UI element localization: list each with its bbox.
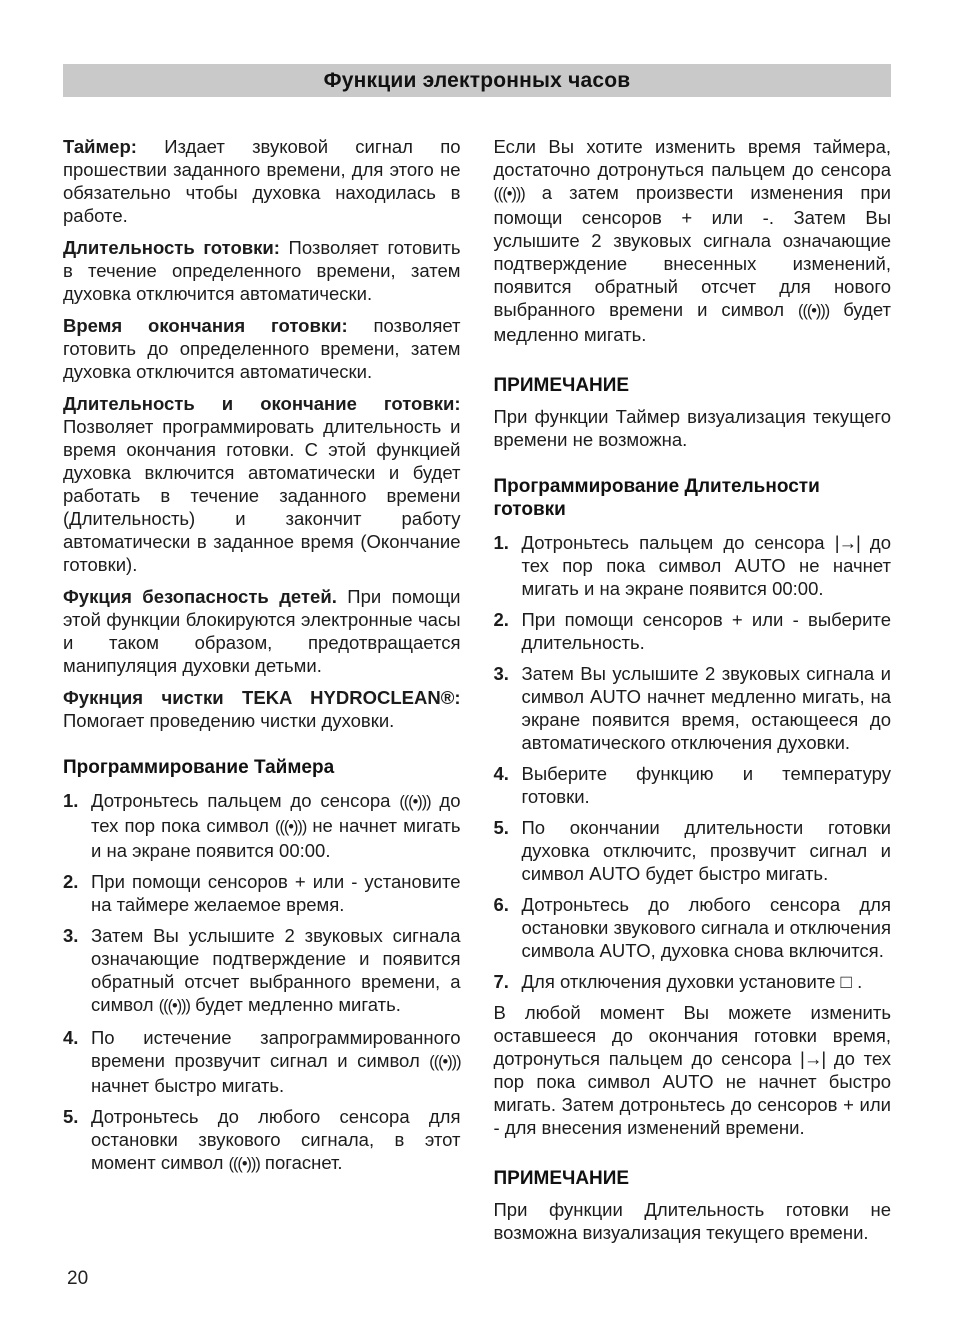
paragraph-change-duration [494, 1001, 892, 1139]
paragraph-change-timer-text: Если Вы хотите изменить время таймера, достаточно дотронуться пальцем до сенсора (((•))) а затем произвести изменения при помощи сенсоров + или -. Затем Вы услышите 2 звуковых сигнала означающие подтверждение внесенных изменений, появится обратный отсчет для нового выбранного времени и символ (((•))) будет медленно мигать. [493, 136, 891, 345]
timer-step-1 [63, 789, 461, 862]
bell-sensor-icon: (((•))) [158, 997, 190, 1015]
duration-step-7-text: Для отключения духовки установите □ . [521, 971, 863, 992]
term-label-child-safety: Фукция безопасность детей. [63, 586, 337, 607]
duration-step-3 [494, 662, 892, 754]
paragraph-timer [63, 135, 461, 227]
term-label-timer: Таймер: [63, 136, 137, 157]
bell-sensor-icon: (((•))) [429, 1053, 461, 1071]
bell-sensor-icon: (((•))) [798, 302, 830, 320]
right-column [494, 135, 892, 1253]
duration-step-1-text: Дотроньтесь пальцем до сенсора |→| до тех пор пока символ AUTO не начнет мигать и на экране появится 00:00. [521, 532, 891, 599]
duration-step-5-text: По окончании длительности готовки духовка отключитс, прозвучит сигнал и символ AUTO будет быстро мигать. [521, 817, 891, 884]
term-label-duration-and-end: Длительность и окончание готовки: [63, 393, 461, 414]
paragraph-cook-end-time [63, 314, 461, 383]
heading-note-1: ПРИМЕЧАНИЕ [493, 375, 630, 396]
term-label-cook-end-time: Время окончания готовки: [63, 315, 348, 336]
paragraph-child-safety [63, 585, 461, 677]
duration-sensor-icon: |→| [834, 532, 860, 553]
timer-step-5 [63, 1105, 461, 1176]
duration-step-1 [494, 531, 892, 600]
term-text-hydroclean: Помогает проведению чистки духовки. [63, 710, 395, 731]
timer-step-3 [63, 924, 461, 1018]
duration-sensor-icon: |→| [800, 1048, 826, 1069]
timer-step-4 [63, 1026, 461, 1097]
duration-step-6 [494, 893, 892, 962]
duration-step-7 [494, 970, 892, 993]
content-columns [63, 135, 891, 1253]
duration-step-2-text: При помощи сенсоров + или - выберите длительность. [521, 609, 891, 653]
timer-step-5-text: Дотроньтесь до любого сенсора для остановки звукового сигнала, в этот момент символ (((•))) погаснет. [91, 1106, 461, 1173]
duration-step-4-text: Выберите функцию и температуру готовки. [521, 763, 891, 807]
timer-step-3-text: Затем Вы услышите 2 звуковых сигнала означающие подтверждение и появится обратный отсчет выбранного времени, а символ (((•))) будет медленно мигать. [91, 925, 461, 1015]
paragraph-change-duration-text: В любой момент Вы можете изменить оставшееся до окончания готовки время, дотронуться пальцем до сенсора |→| до тех пор пока символ AUTO не начнет быстро мигать. Затем дотроньтесь до сенсоров + или - для внесения изменений времени. [493, 1002, 891, 1138]
term-text-timer: Издает звуковой сигнал по прошествии заданного времени, для этого не обязательно чтобы духовка находилась в работе. [63, 136, 461, 226]
bell-sensor-icon: (((•))) [493, 185, 525, 203]
heading-timer-programming: Программирование Таймера [63, 757, 335, 778]
duration-steps-list [494, 531, 892, 993]
page-title: Функции электронных часов [323, 68, 631, 92]
timer-steps-list [63, 789, 461, 1176]
duration-step-3-text: Затем Вы услышите 2 звуковых сигнала и символ AUTO начнет медленно мигать, на экране появится время, остающееся до автоматического отключения духовки. [521, 663, 891, 753]
duration-step-5 [494, 816, 892, 885]
stop-symbol-icon: □ [840, 971, 852, 992]
bell-sensor-icon: (((•))) [228, 1155, 260, 1173]
term-text-cook-end-time: позволяет готовить до определенного времени, затем духовка отключится автоматически. [63, 315, 461, 382]
timer-step-4-text: По истечение запрограммированного времени прозвучит сигнал и символ (((•))) начнет быстро мигать. [91, 1027, 461, 1096]
heading-note-2: ПРИМЕЧАНИЕ [493, 1168, 630, 1189]
term-text-child-safety: При помощи этой функции блокируются электронные часы и таком образом, предотвращается манипуляция духовки детьми. [63, 586, 461, 676]
bell-sensor-icon: (((•))) [399, 793, 431, 811]
term-label-cook-duration: Длительность готовки: [63, 237, 280, 258]
term-text-duration-and-end: Позволяет программировать длительность и время окончания готовки. С этой функцией духовка включится автоматически и будет работать в течение заданного времени (Длительность) и закончит работу автоматически в заданное время (Окончание готовки). [63, 416, 461, 575]
paragraph-cook-duration [63, 236, 461, 305]
duration-step-4 [494, 762, 892, 808]
duration-step-2 [494, 608, 892, 654]
paragraph-duration-and-end [63, 392, 461, 576]
timer-step-1-text: Дотроньтесь пальцем до сенсора (((•))) до тех пор пока символ (((•))) не начнет мигать и на экране появится 00:00. [91, 790, 461, 861]
heading-duration-programming: Программирование Длительности готовки [493, 476, 820, 520]
paragraph-hydroclean [63, 686, 461, 732]
note-2-text: При функции Длительность готовки не возможна визуализация текущего времени. [493, 1199, 891, 1243]
timer-step-2-text: При помощи сенсоров + или - установите на таймере желаемое время. [91, 871, 461, 915]
left-column [63, 135, 461, 1253]
duration-step-6-text: Дотроньтесь до любого сенсора для остановки звукового сигнала и отключения символа AUTO, духовка снова включится. [521, 894, 891, 961]
timer-step-2 [63, 870, 461, 916]
section-header-bar [63, 64, 891, 97]
term-text-cook-duration: Позволяет готовить в течение определенного времени, затем духовка отключится автоматически. [63, 237, 461, 304]
page-number: 20 [67, 1268, 89, 1289]
note-1-text: При функции Таймер визуализация текущего времени не возможна. [493, 406, 891, 450]
bell-sensor-icon: (((•))) [275, 818, 307, 836]
term-label-hydroclean: Фукнция чистки TEKA HYDROCLEAN®: [63, 687, 461, 708]
paragraph-change-timer [494, 135, 892, 346]
